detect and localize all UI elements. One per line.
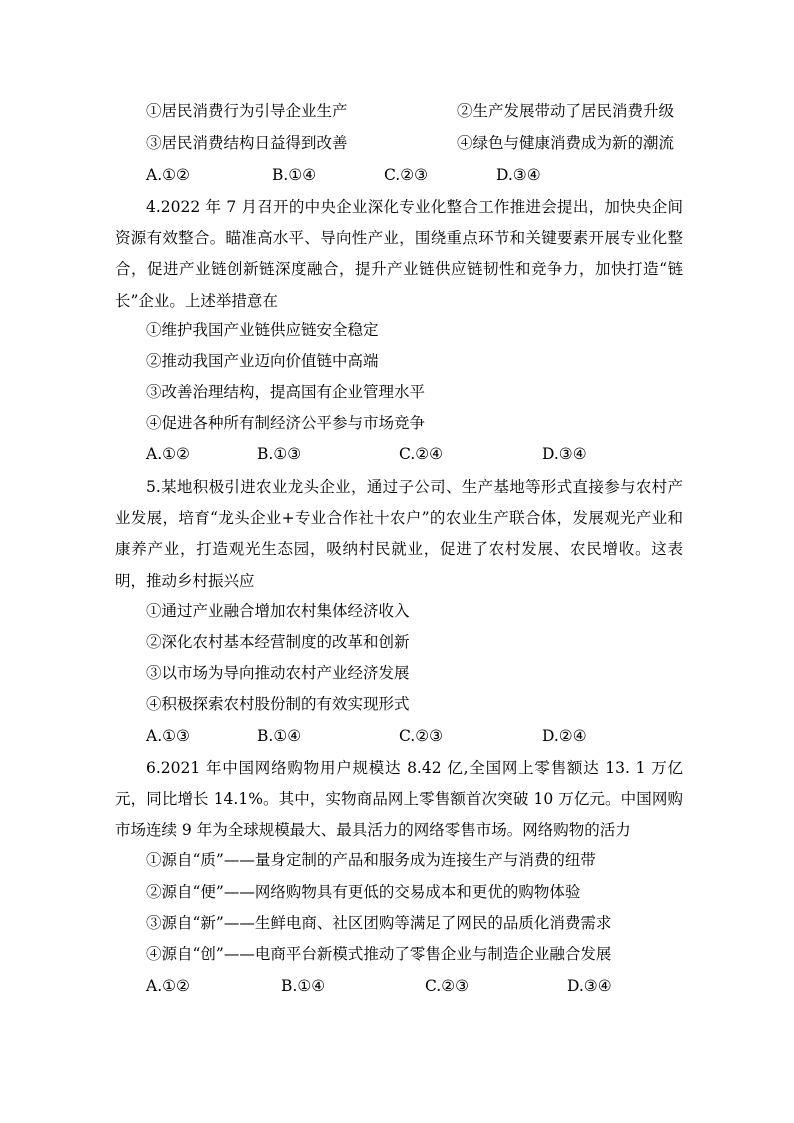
q6-option-3: ③源自“新”——生鲜电商、社区团购等满足了网民的品质化消费需求: [146, 914, 612, 932]
q5-choice-c: C.②③: [399, 727, 444, 745]
q6-stem: 6.2021 年中国网络购物用户规模达 8.42 亿,全国网上零售额达 13. 1 万亿元，同比增长 14.1%。其中，实物商品网上零售额首次突破 10 万亿元。中国网购市场连续 9 年为全球规模最大、最具活力的网络零售市场。网络购物的活力: [115, 759, 683, 840]
q4-option-4: ④促进各种所有制经济公平参与市场竞争: [146, 414, 426, 432]
prev-choice-a: A.①②: [146, 166, 190, 184]
q4-option-2: ②推动我国产业迈向价值链中高端: [146, 352, 379, 370]
prev-option-1: ①居民消费行为引导企业生产: [146, 102, 348, 120]
q5-choice-b: B.①④: [257, 727, 302, 745]
q4-choice-c: C.②④: [399, 445, 444, 463]
q6-option-4: ④源自“创”——电商平台新模式推动了零售企业与制造企业融合发展: [146, 945, 612, 963]
q6-choice-d: D.③④: [567, 977, 612, 995]
q5-option-2: ②深化农村基本经营制度的改革和创新: [146, 633, 410, 651]
q5-option-1: ①通过产业融合增加农村集体经济收入: [146, 602, 410, 620]
q5-stem: 5.某地积极引进农业龙头企业，通过子公司、生产基地等形式直接参与农村产业发展，培育“龙头企业+专业合作社十农户”的农业生产联合体，发展观光产业和康养产业，打造观光生态园，吸纳村民就业，促进了农村发展、农民增收。这表明，推动乡村振兴应: [115, 478, 683, 590]
prev-option-2: ②生产发展带动了居民消费升级: [457, 102, 675, 120]
q5-choice-a: A.①③: [146, 727, 190, 745]
q6-choice-c: C.②③: [425, 977, 470, 995]
prev-option-3: ③居民消费结构日益得到改善: [146, 134, 348, 152]
prev-choice-b: B.①④: [272, 166, 317, 184]
q4-option-3: ③改善治理结构，提高国有企业管理水平: [146, 383, 426, 401]
q6-choice-a: A.①②: [146, 977, 190, 995]
q5-option-4: ④积极探索农村股份制的有效实现形式: [146, 695, 410, 713]
prev-choice-c: C.②③: [384, 166, 429, 184]
q5-choice-d: D.②④: [542, 727, 587, 745]
q6-option-2: ②源自“便”——网络购物具有更低的交易成本和更优的购物体验: [146, 883, 581, 901]
prev-option-4: ④绿色与健康消费成为新的潮流: [457, 134, 675, 152]
q4-choice-b: B.①③: [257, 445, 302, 463]
q5-option-3: ③以市场为导向推动农村产业经济发展: [146, 664, 410, 682]
q4-stem: 4.2022 年 7 月召开的中央企业深化专业化整合工作推进会提出，加快央企间资源有效整合。瞄准高水平、导向性产业，围绕重点环节和关键要素开展专业化整合，促进产业链创新链深度融合，提升产业链供应链韧性和竞争力，加快打造“链长”企业。上述举措意在: [115, 198, 683, 310]
q4-option-1: ①维护我国产业链供应链安全稳定: [146, 321, 379, 339]
q4-choice-a: A.①②: [146, 445, 190, 463]
q6-option-1: ①源自“质”——量身定制的产品和服务成为连接生产与消费的纽带: [146, 851, 596, 869]
prev-choice-d: D.③④: [496, 166, 541, 184]
q6-choice-b: B.①④: [281, 977, 326, 995]
q4-choice-d: D.③④: [542, 445, 587, 463]
